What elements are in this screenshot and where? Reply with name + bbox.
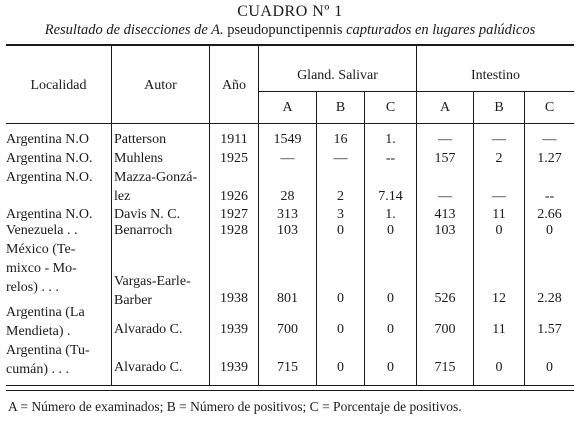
cell-autor: Mazza-Gonzá- xyxy=(114,170,198,185)
cell-autor: Vargas-Earle- xyxy=(114,274,191,289)
cell-autor: Alvarado C. xyxy=(114,360,183,375)
cell-anio: 1938 xyxy=(220,291,248,306)
cell-localidad: mixco - Mo- xyxy=(6,261,77,276)
cell-localidad: Argentina N.O. xyxy=(6,151,93,166)
cell-autor: Benarroch xyxy=(114,223,173,238)
cell-gland-c: 0 xyxy=(387,291,394,306)
cell-localidad: México (Te- xyxy=(6,242,76,257)
cell-autor: Davis N. C. xyxy=(114,207,181,222)
cell-gland-b: 16 xyxy=(333,132,348,147)
cell-anio: 1911 xyxy=(220,132,248,147)
cell-localidad: Mendieta) . xyxy=(6,324,71,339)
cell-autor: Barber xyxy=(114,293,153,308)
cell-gland-a: 801 xyxy=(277,291,298,306)
footnote-rule xyxy=(6,390,574,391)
cell-gland-b: 0 xyxy=(337,360,344,375)
cell-autor: lez xyxy=(114,189,131,204)
cell-intestino-b: 12 xyxy=(492,291,506,306)
header-localidad: Localidad xyxy=(30,78,87,93)
cell-gland-c: 1. xyxy=(385,207,396,222)
cell-localidad: Argentina (Tu- xyxy=(6,343,90,358)
header-intestino-b: B xyxy=(494,100,504,115)
cell-gland-b: 2 xyxy=(337,189,344,204)
cell-intestino-c: 2.28 xyxy=(537,291,562,306)
cell-gland-a: 1549 xyxy=(273,132,302,147)
header-gland-salivar: Gland. Salivar xyxy=(297,68,378,83)
cell-localidad: cumán) . . . xyxy=(6,362,69,377)
cell-gland-a: 28 xyxy=(280,189,295,204)
cell-gland-b: 0 xyxy=(337,322,344,337)
cell-autor: Muhlens xyxy=(114,151,163,166)
cell-gland-b: 0 xyxy=(337,223,344,238)
cell-gland-c: 0 xyxy=(387,223,394,238)
cell-localidad: relos) . . . xyxy=(6,280,59,295)
cell-gland-c: 0 xyxy=(387,360,394,375)
cell-localidad: Argentina (La xyxy=(6,305,85,320)
cell-anio: 1928 xyxy=(220,223,248,238)
cell-intestino-c: — xyxy=(542,132,557,147)
cell-gland-b: 3 xyxy=(337,207,344,222)
cell-localidad: Argentina N.O. xyxy=(6,207,93,222)
cell-gland-a: 103 xyxy=(277,223,298,238)
cell-intestino-a: 413 xyxy=(434,207,456,222)
cell-gland-c: 1. xyxy=(385,132,396,147)
cell-anio: 1927 xyxy=(220,207,248,222)
cell-gland-a: 700 xyxy=(277,322,298,337)
cell-gland-b: — xyxy=(333,151,348,166)
cell-gland-a: 715 xyxy=(277,360,298,375)
cell-autor: Patterson xyxy=(114,132,167,147)
cell-localidad: Venezuela . . xyxy=(6,223,78,238)
header-gland-a: A xyxy=(282,100,293,115)
cell-intestino-c: -- xyxy=(544,189,555,204)
cell-intestino-c: 2.66 xyxy=(537,207,562,222)
top-rule xyxy=(6,44,574,46)
header-bottom-rule xyxy=(6,123,574,124)
header-intestino-a: A xyxy=(439,100,451,115)
header-anio: Año xyxy=(221,78,247,93)
cell-autor: Alvarado C. xyxy=(114,322,183,337)
body-bottom-rule xyxy=(6,385,574,386)
subtitle-part-1: Resultado de disecciones de A. xyxy=(44,22,224,38)
footnote: A = Número de examinados; B = Número de positivos; C = Porcentaje de positivos. xyxy=(8,399,462,414)
header-autor: Autor xyxy=(144,78,177,93)
cell-intestino-a: 157 xyxy=(434,151,456,166)
table-subtitle xyxy=(0,22,580,39)
cell-intestino-a: 103 xyxy=(434,223,456,238)
cell-intestino-c: 1.27 xyxy=(537,151,562,166)
header-gland-b: B xyxy=(335,100,346,115)
cell-intestino-c: 1.57 xyxy=(537,322,562,337)
cell-gland-b: 0 xyxy=(337,291,344,306)
cell-gland-a: — xyxy=(280,151,295,166)
cell-intestino-b: 0 xyxy=(495,360,503,375)
cell-gland-c: -- xyxy=(385,151,396,166)
cell-intestino-a: 526 xyxy=(434,291,456,306)
cell-anio: 1925 xyxy=(220,151,248,166)
subtitle-part-3: capturados en lugares palúdicos xyxy=(346,22,536,38)
cell-localidad: Argentina N.O. xyxy=(6,170,93,185)
cell-intestino-a: — xyxy=(438,189,452,204)
cell-intestino-b: 11 xyxy=(492,322,506,337)
cell-intestino-c: 0 xyxy=(546,360,553,375)
cell-intestino-b: — xyxy=(492,189,506,204)
header-intestino-c: C xyxy=(544,100,555,115)
col-divider xyxy=(111,45,112,385)
table-title: CUADRO Nº 1 xyxy=(237,3,343,20)
cell-intestino-b: 0 xyxy=(495,223,503,238)
header-gland-c: C xyxy=(385,100,396,115)
cell-intestino-a: 715 xyxy=(434,360,456,375)
cell-anio: 1939 xyxy=(220,322,248,337)
header-intestino: Intestino xyxy=(471,68,520,83)
cell-gland-a: 313 xyxy=(277,207,298,222)
cell-intestino-b: — xyxy=(492,132,506,147)
cell-gland-c: 7.14 xyxy=(378,189,403,204)
cell-intestino-a: 700 xyxy=(434,322,456,337)
cell-localidad: Argentina N.O xyxy=(6,132,89,147)
cell-intestino-b: 11 xyxy=(492,207,506,222)
cell-intestino-c: 0 xyxy=(546,223,553,238)
subtitle-species: pseudopunctipennis xyxy=(227,22,343,38)
cell-anio: 1926 xyxy=(220,189,248,204)
cell-intestino-a: — xyxy=(438,132,452,147)
cell-gland-c: 0 xyxy=(387,322,394,337)
cell-anio: 1939 xyxy=(220,360,248,375)
cell-intestino-b: 2 xyxy=(495,151,503,166)
